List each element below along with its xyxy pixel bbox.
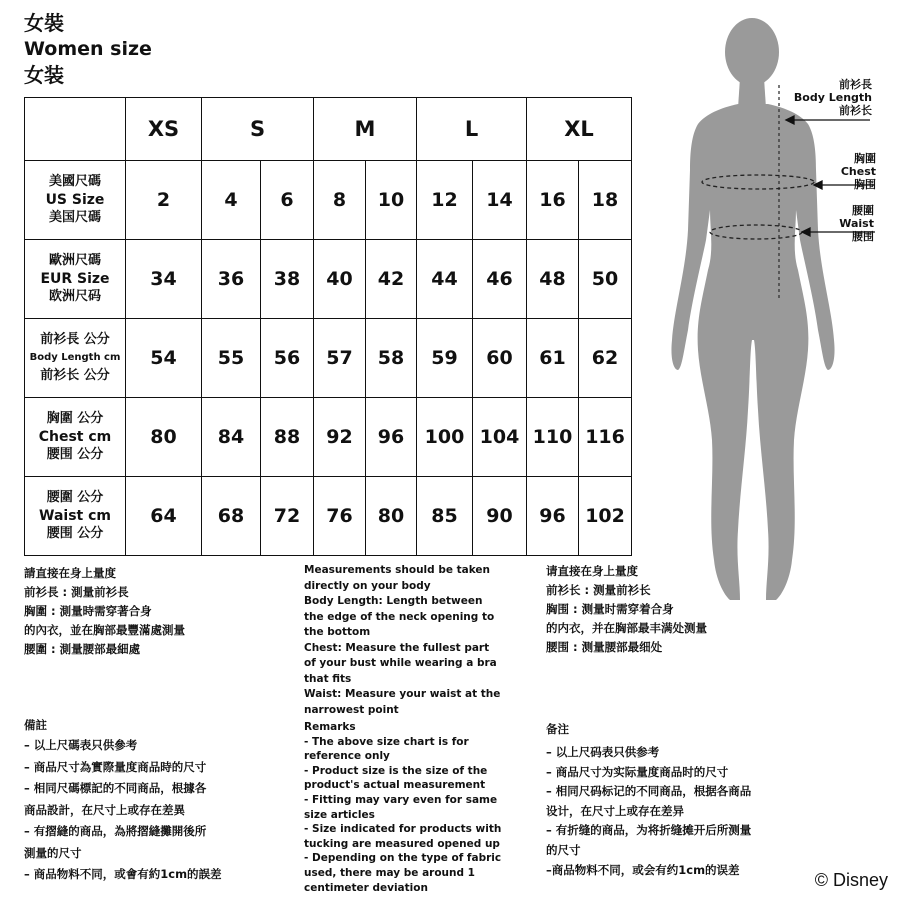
table-cell: 102 [579, 477, 632, 556]
table-row [25, 161, 632, 240]
table-cell: 84 [202, 398, 261, 477]
size-table-body [25, 161, 632, 556]
row-header-en: US Size [45, 192, 105, 208]
table-cell: 104 [473, 398, 527, 477]
note-line: – 商品物料不同，或會有約1cm的誤差 [24, 867, 222, 881]
size-head-l: L [417, 98, 527, 161]
note-line: Waist: Measure your waist at the [304, 688, 501, 700]
note-line: 请直接在身上量度 [546, 564, 638, 578]
table-cell: 80 [126, 398, 202, 477]
note-line: - The above size chart is for [304, 735, 469, 748]
table-cell: 58 [366, 319, 417, 398]
note-line: – 有折缝的商品，为将折缝摊开后所测量 [546, 823, 752, 838]
note-line: 商品設計，在尺寸上或存在差異 [24, 802, 185, 817]
note-line: 的内衣，并在胸部最丰满处测量 [546, 621, 707, 635]
note-line: that fits [304, 672, 352, 685]
table-cell: 96 [527, 477, 579, 556]
table-row [25, 240, 632, 319]
table-cell: 80 [366, 477, 417, 556]
table-cell: 6 [261, 161, 314, 240]
page-title-block [24, 10, 152, 88]
table-row [25, 398, 632, 477]
body-length-label [794, 78, 872, 117]
note-line: - Size indicated for products with [304, 823, 502, 836]
table-cell: 16 [527, 161, 579, 240]
note-line: 測量的尺寸 [24, 845, 82, 860]
note-line: - Product size is the size of the [304, 764, 488, 777]
chest-label [841, 152, 876, 191]
table-cell: 85 [417, 477, 473, 556]
waist-label [839, 204, 874, 243]
row-header-zh-simp: 美国尺碼 [48, 210, 101, 225]
note-line: directly on your body [304, 579, 431, 592]
waist-en: Waist [839, 217, 874, 230]
row-header-zh-simp: 欧洲尺码 [48, 289, 101, 304]
row-header-zh-trad: 前衫長 公分 [40, 332, 110, 347]
title-en: Women size [24, 38, 152, 60]
note-line: – 商品尺寸為實際量度商品時的尺寸 [24, 759, 207, 774]
table-cell: 96 [366, 398, 417, 477]
table-cell: 54 [126, 319, 202, 398]
row-header-zh-trad: 胸圍 公分 [46, 411, 104, 426]
table-cell: 34 [126, 240, 202, 319]
notes-en [304, 563, 500, 718]
note-line: 前衫长 : 测量前衫长 [546, 583, 651, 597]
table-cell: 110 [527, 398, 579, 477]
table-cell: 36 [202, 240, 261, 319]
note-line: – 有摺縫的商品，為將摺縫攤開後所 [24, 824, 207, 838]
table-cell: 42 [366, 240, 417, 319]
note-line: – 以上尺碼表只供參考 [24, 738, 138, 752]
row-header [25, 240, 126, 319]
body-length-en: Body Length [793, 91, 872, 104]
corner-cell [25, 98, 126, 161]
chest-en: Chest [840, 165, 876, 178]
note-line: 胸围 : 测量时需穿着合身 [546, 602, 674, 616]
table-cell: 44 [417, 240, 473, 319]
table-cell: 8 [314, 161, 366, 240]
remarks-en-list [304, 735, 501, 896]
remarks-trad [24, 716, 222, 886]
note-line: – 相同尺碼標記的不同商品，根據各 [24, 781, 207, 795]
size-head-s: S [202, 98, 314, 161]
note-line: the bottom [304, 626, 371, 638]
table-cell: 62 [579, 319, 632, 398]
row-header-zh-trad: 歐洲尺碼 [48, 253, 101, 268]
table-cell: 88 [261, 398, 314, 477]
remarks-simp [546, 720, 751, 880]
body-figure [640, 10, 900, 610]
body-length-zh-trad: 前衫長 [839, 78, 872, 91]
row-header-zh-trad: 腰圍 公分 [46, 490, 104, 505]
table-cell: 57 [314, 319, 366, 398]
table-cell: 90 [473, 477, 527, 556]
row-header-en: Body Length cm [29, 352, 121, 363]
note-line: - Depending on the type of fabric [304, 852, 502, 865]
note-line: – 商品尺寸为实际量度商品时的尺寸 [546, 764, 729, 779]
chest-zh-trad: 胸圍 [854, 152, 876, 165]
remarks-en [304, 720, 501, 895]
note-line: 腰围 : 测量腰部最细处 [546, 640, 663, 654]
table-cell: 56 [261, 319, 314, 398]
remarks-en-title: Remarks [304, 721, 356, 733]
table-cell: 116 [579, 398, 632, 477]
row-header-zh-simp: 前衫长 公分 [40, 368, 110, 383]
remarks-simp-list [546, 743, 751, 880]
note-line: product's actual measurement [304, 779, 486, 792]
note-line: – 以上尺码表只供参考 [546, 745, 660, 759]
row-header-en: EUR Size [40, 271, 110, 287]
row-header-zh-trad: 美國尺碼 [48, 174, 101, 189]
table-cell: 12 [417, 161, 473, 240]
table-cell: 60 [473, 319, 527, 398]
note-line: centimeter deviation [304, 881, 428, 894]
table-cell: 10 [366, 161, 417, 240]
table-cell: 92 [314, 398, 366, 477]
note-line: 請直接在身上量度 [24, 566, 116, 580]
table-cell: 2 [126, 161, 202, 240]
row-header-zh-simp: 腰围 公分 [46, 447, 104, 462]
table-cell: 64 [126, 477, 202, 556]
row-header [25, 398, 126, 477]
table-cell: 76 [314, 477, 366, 556]
body-length-zh-simp: 前衫长 [839, 104, 872, 117]
note-line: size articles [304, 808, 375, 821]
note-line: reference only [304, 750, 390, 763]
note-line: Chest: Measure the fullest part [304, 641, 490, 654]
row-header [25, 477, 126, 556]
note-line: Measurements should be taken [304, 564, 491, 576]
note-line: tucking are measured opened up [304, 837, 500, 850]
note-line: the edge of the neck opening to [304, 610, 495, 623]
note-line: 胸圍 : 測量時需穿著合身 [24, 604, 152, 618]
table-cell: 100 [417, 398, 473, 477]
size-header-row [25, 98, 632, 161]
note-line: used, there may be around 1 [304, 866, 475, 879]
table-row [25, 319, 632, 398]
table-cell: 14 [473, 161, 527, 240]
row-header-en: Waist cm [39, 508, 111, 524]
table-cell: 38 [261, 240, 314, 319]
table-cell: 50 [579, 240, 632, 319]
table-cell: 4 [202, 161, 261, 240]
remarks-trad-list [24, 735, 222, 886]
row-header [25, 319, 126, 398]
table-cell: 59 [417, 319, 473, 398]
note-line: 的尺寸 [546, 842, 581, 857]
table-cell: 72 [261, 477, 314, 556]
note-line: –商品物料不同，或会有约1cm的误差 [546, 862, 740, 877]
title-zh-trad: 女裝 [24, 11, 64, 35]
row-header-zh-simp: 腰围 公分 [46, 526, 104, 541]
note-line: - Fitting may vary even for same [304, 793, 498, 806]
table-cell: 61 [527, 319, 579, 398]
note-line: – 相同尺码标记的不同商品，根据各商品 [546, 784, 752, 799]
title-zh-simp: 女装 [24, 63, 64, 87]
brand-logo: © Disney [814, 870, 888, 890]
size-head-xl: XL [527, 98, 632, 161]
table-cell: 40 [314, 240, 366, 319]
remarks-simp-title: 备注 [546, 722, 569, 736]
notes-trad [24, 564, 185, 659]
table-cell: 18 [579, 161, 632, 240]
table-cell: 46 [473, 240, 527, 319]
note-line: 前衫長 : 測量前衫長 [24, 585, 129, 599]
note-line: 的內衣，並在胸部最豐滿處測量 [24, 623, 185, 637]
note-line: Body Length: Length between [304, 595, 483, 607]
size-table [24, 97, 632, 556]
table-cell: 48 [527, 240, 579, 319]
row-header [25, 161, 126, 240]
notes-simp [546, 562, 707, 657]
waist-zh-trad: 腰圍 [852, 204, 874, 217]
size-head-xs: XS [126, 98, 202, 161]
note-line: 设计，在尺寸上或存在差异 [546, 803, 684, 818]
note-line: 腰圍 : 測量腰部最細處 [24, 642, 141, 656]
table-cell: 55 [202, 319, 261, 398]
table-row [25, 477, 632, 556]
remarks-trad-title: 備註 [24, 718, 47, 732]
chest-zh-simp: 胸围 [854, 178, 876, 191]
size-head-m: M [314, 98, 417, 161]
note-line: narrowest point [304, 703, 399, 716]
row-header-en: Chest cm [38, 429, 112, 445]
waist-zh-simp: 腰围 [852, 230, 874, 243]
table-cell: 68 [202, 477, 261, 556]
note-line: of your bust while wearing a bra [304, 657, 497, 669]
